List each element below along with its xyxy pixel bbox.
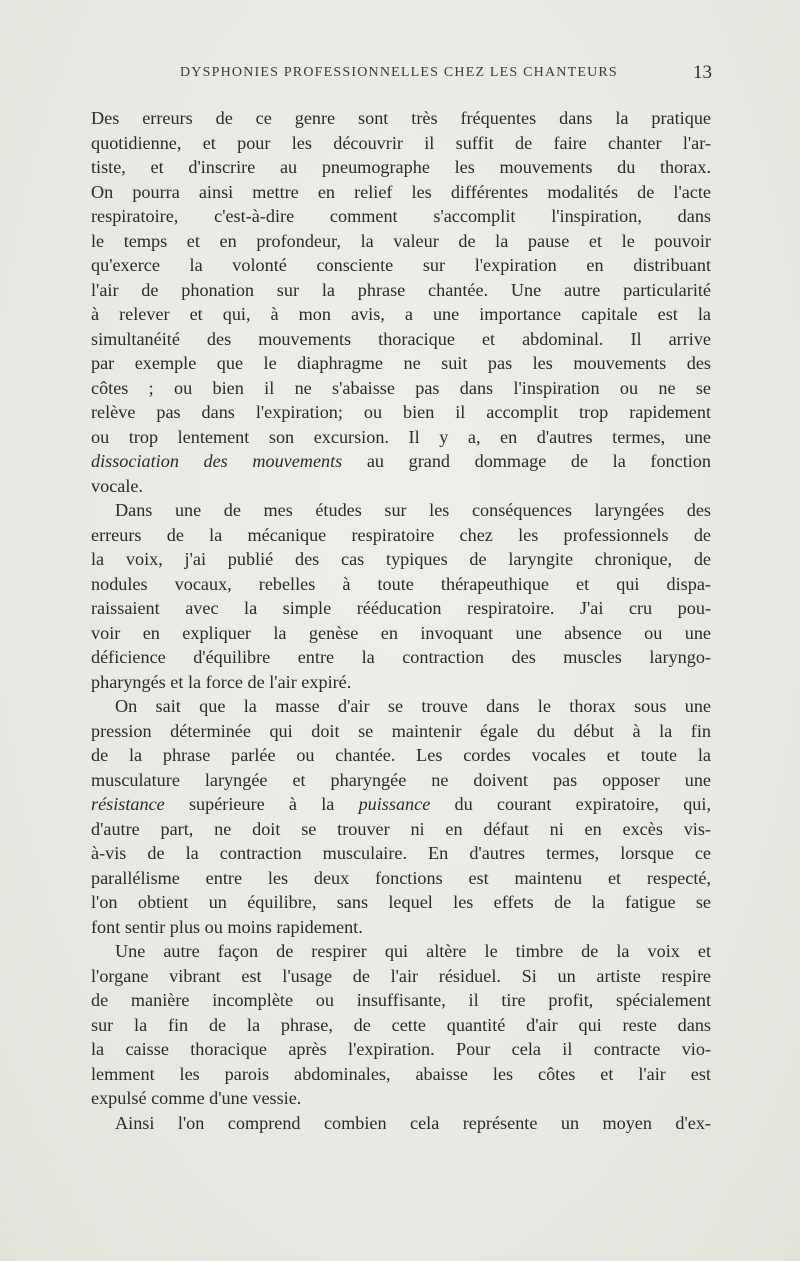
text-line: simultanéité des mouvements thoracique et abdominal. Il arrive — [91, 328, 711, 349]
text-line: l'organe vibrant est l'usage de l'air résiduel. Si un artiste respire — [91, 965, 711, 986]
text-line: On sait que la masse d'air se trouve dans le thorax sous une — [115, 696, 711, 716]
italic-text: résistance — [91, 794, 165, 814]
text-line: l'air de phonation sur la phrase chantée. Une autre particularité — [91, 279, 711, 300]
text-line: de la phrase parlée ou chantée. Les cordes vocales et toute la — [91, 745, 711, 765]
text-line: la voix, j'ai publié des cas typiques de laryngite chronique, de — [91, 549, 711, 569]
text-line: le temps et en profondeur, la valeur de la pause et le pouvoir — [91, 230, 711, 251]
text-line: Ainsi l'on comprend combien cela représente un moyen d'ex- — [115, 1112, 711, 1133]
text-line: la caisse thoracique après l'expiration. Pour cela il contracte vio- — [91, 1039, 711, 1059]
text-line: à-vis de la contraction musculaire. En d'autres termes, lorsque ce — [91, 843, 711, 863]
text-span: du courant expiratoire, qui, — [430, 794, 711, 814]
text-line: musculature laryngée et pharyngée ne doivent pas opposer une — [91, 769, 711, 790]
text-line: font sentir plus ou moins rapidement. — [91, 916, 363, 937]
text-line: vocale. — [91, 475, 144, 496]
text-line: parallélisme entre les deux fonctions est maintenu et respecté, — [91, 867, 711, 888]
text-line: Une autre façon de respirer qui altère le timbre de la voix et — [115, 941, 711, 961]
page-number: 13 — [693, 62, 712, 83]
text-line: qu'exerce la volonté consciente sur l'expiration en distribuant — [91, 255, 711, 275]
text-line: par exemple que le diaphragme ne suit pas les mouvements des — [91, 353, 711, 373]
text-span: supérieure à la — [164, 794, 359, 814]
text-line: raissaient avec la simple rééducation respiratoire. J'ai cru pou- — [91, 598, 711, 618]
text-line: Dans une de mes études sur les conséquences laryngées des — [115, 500, 711, 520]
text-line: à relever et qui, à mon avis, a une importance capitale est la — [91, 304, 711, 324]
text-line: voir en expliquer la genèse en invoquant une absence ou une — [91, 622, 711, 643]
text-line — [91, 449, 711, 474]
text-line — [91, 792, 711, 817]
text-line: erreurs de la mécanique respiratoire chez les professionnels de — [91, 524, 711, 545]
running-head: DYSPHONIES PROFESSIONNELLES CHEZ LES CHANTEURS — [180, 65, 618, 80]
text-line: d'autre part, ne doit se trouver ni en défaut ni en excès vis- — [91, 818, 711, 839]
text-line: On pourra ainsi mettre en relief les différentes modalités de l'acte — [91, 181, 711, 202]
text-line: respiratoire, c'est-à-dire comment s'accomplit l'inspiration, dans — [91, 206, 711, 226]
text-line: l'on obtient un équilibre, sans lequel les effets de la fatigue se — [91, 892, 711, 912]
text-line: pharyngés et la force de l'air expiré. — [91, 671, 352, 692]
text-line: sur la fin de la phrase, de cette quantité d'air qui reste dans — [91, 1014, 711, 1035]
text-line: pression déterminée qui doit se maintenir égale du début à la fin — [91, 720, 711, 741]
text-line: relève pas dans l'expiration; ou bien il accomplit trop rapidement — [91, 402, 711, 422]
text-line: Des erreurs de ce genre sont très fréquentes dans la pratique — [91, 108, 711, 128]
text-line: tiste, et d'inscrire au pneumographe les mouvements du thorax. — [91, 157, 711, 177]
text-line: lemment les parois abdominales, abaisse les côtes et l'air est — [91, 1063, 711, 1084]
text-line: nodules vocaux, rebelles à toute thérapeuthique et qui dispa- — [91, 573, 711, 594]
italic-text: puissance — [358, 794, 431, 814]
text-line: déficience d'équilibre entre la contraction des muscles laryngo- — [91, 647, 711, 667]
text-span: au grand dommage de la fonction — [342, 451, 711, 471]
text-line: côtes ; ou bien il ne s'abaisse pas dans l'inspiration ou ne se — [91, 377, 711, 398]
text-line: de manière incomplète ou insuffisante, il tire profit, spécialement — [91, 990, 711, 1010]
body-text — [91, 106, 711, 1135]
text-line: ou trop lentement son excursion. Il y a, en d'autres termes, une — [91, 426, 711, 447]
page-header — [92, 62, 712, 86]
text-line: expulsé comme d'une vessie. — [91, 1088, 302, 1108]
italic-text: dissociation des mouvements — [91, 451, 343, 471]
text-line: quotidienne, et pour les découvrir il suffit de faire chanter l'ar- — [91, 132, 711, 153]
